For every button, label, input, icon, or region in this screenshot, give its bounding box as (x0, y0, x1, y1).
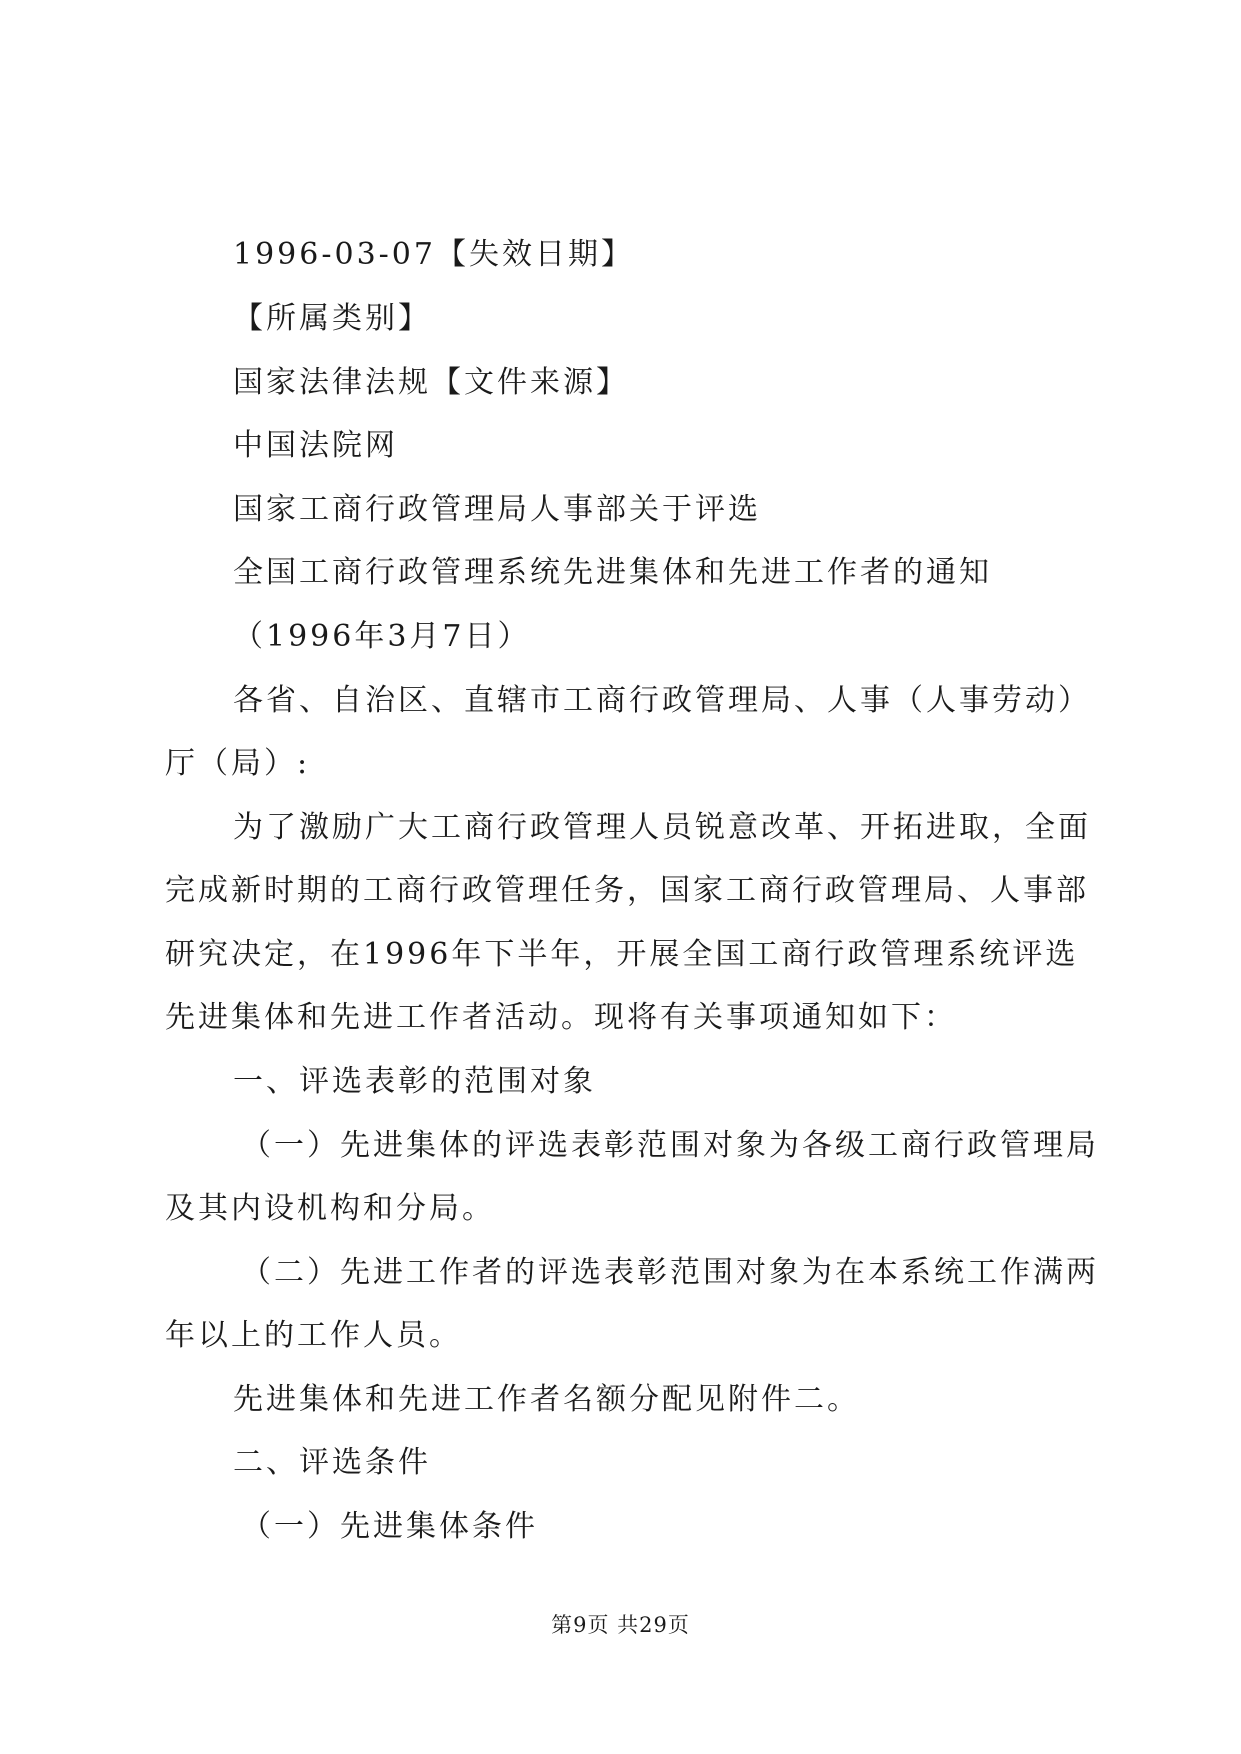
effective-date-line: 1996-03-07【失效日期】 (233, 237, 634, 272)
item-1-line-1: （一）先进集体的评选表彰范围对象为各级工商行政管理局 (241, 1128, 1099, 1163)
category-label-line: 【所属类别】 (233, 301, 431, 336)
item-1-line-2: 及其内设机构和分局。 (165, 1191, 495, 1226)
item-2-line-2: 年以上的工作人员。 (165, 1318, 462, 1353)
title-line-1: 国家工商行政管理局人事部关于评选 (233, 492, 761, 527)
paragraph-intro-line-4: 先进集体和先进工作者活动。现将有关事项通知如下： (165, 1000, 957, 1035)
addressee-line-2: 厅（局）: (165, 746, 311, 781)
section-heading-1: 一、评选表彰的范围对象 (233, 1064, 596, 1099)
item-2-line-1: （二）先进工作者的评选表彰范围对象为在本系统工作满两 (241, 1255, 1099, 1290)
subsection-heading-1: （一）先进集体条件 (241, 1509, 538, 1544)
paragraph-intro-line-1: 为了激励广大工商行政管理人员锐意改革、开拓进取，全面 (233, 810, 1091, 845)
source-label-line: 国家法律法规【文件来源】 (233, 365, 629, 400)
section-heading-2: 二、评选条件 (233, 1445, 431, 1480)
quota-note-line: 先进集体和先进工作者名额分配见附件二。 (233, 1382, 860, 1417)
page-number-footer: 第9页 共29页 (551, 1613, 690, 1637)
issue-date-line: （1996年3月7日） (233, 619, 531, 654)
title-line-2: 全国工商行政管理系统先进集体和先进工作者的通知 (233, 555, 992, 590)
source-name-line: 中国法院网 (233, 428, 398, 463)
paragraph-intro-line-3: 研究决定，在1996年下半年，开展全国工商行政管理系统评选 (165, 937, 1079, 972)
addressee-line-1: 各省、自治区、直辖市工商行政管理局、人事（人事劳动） (233, 683, 1091, 718)
paragraph-intro-line-2: 完成新时期的工商行政管理任务，国家工商行政管理局、人事部 (165, 873, 1089, 908)
